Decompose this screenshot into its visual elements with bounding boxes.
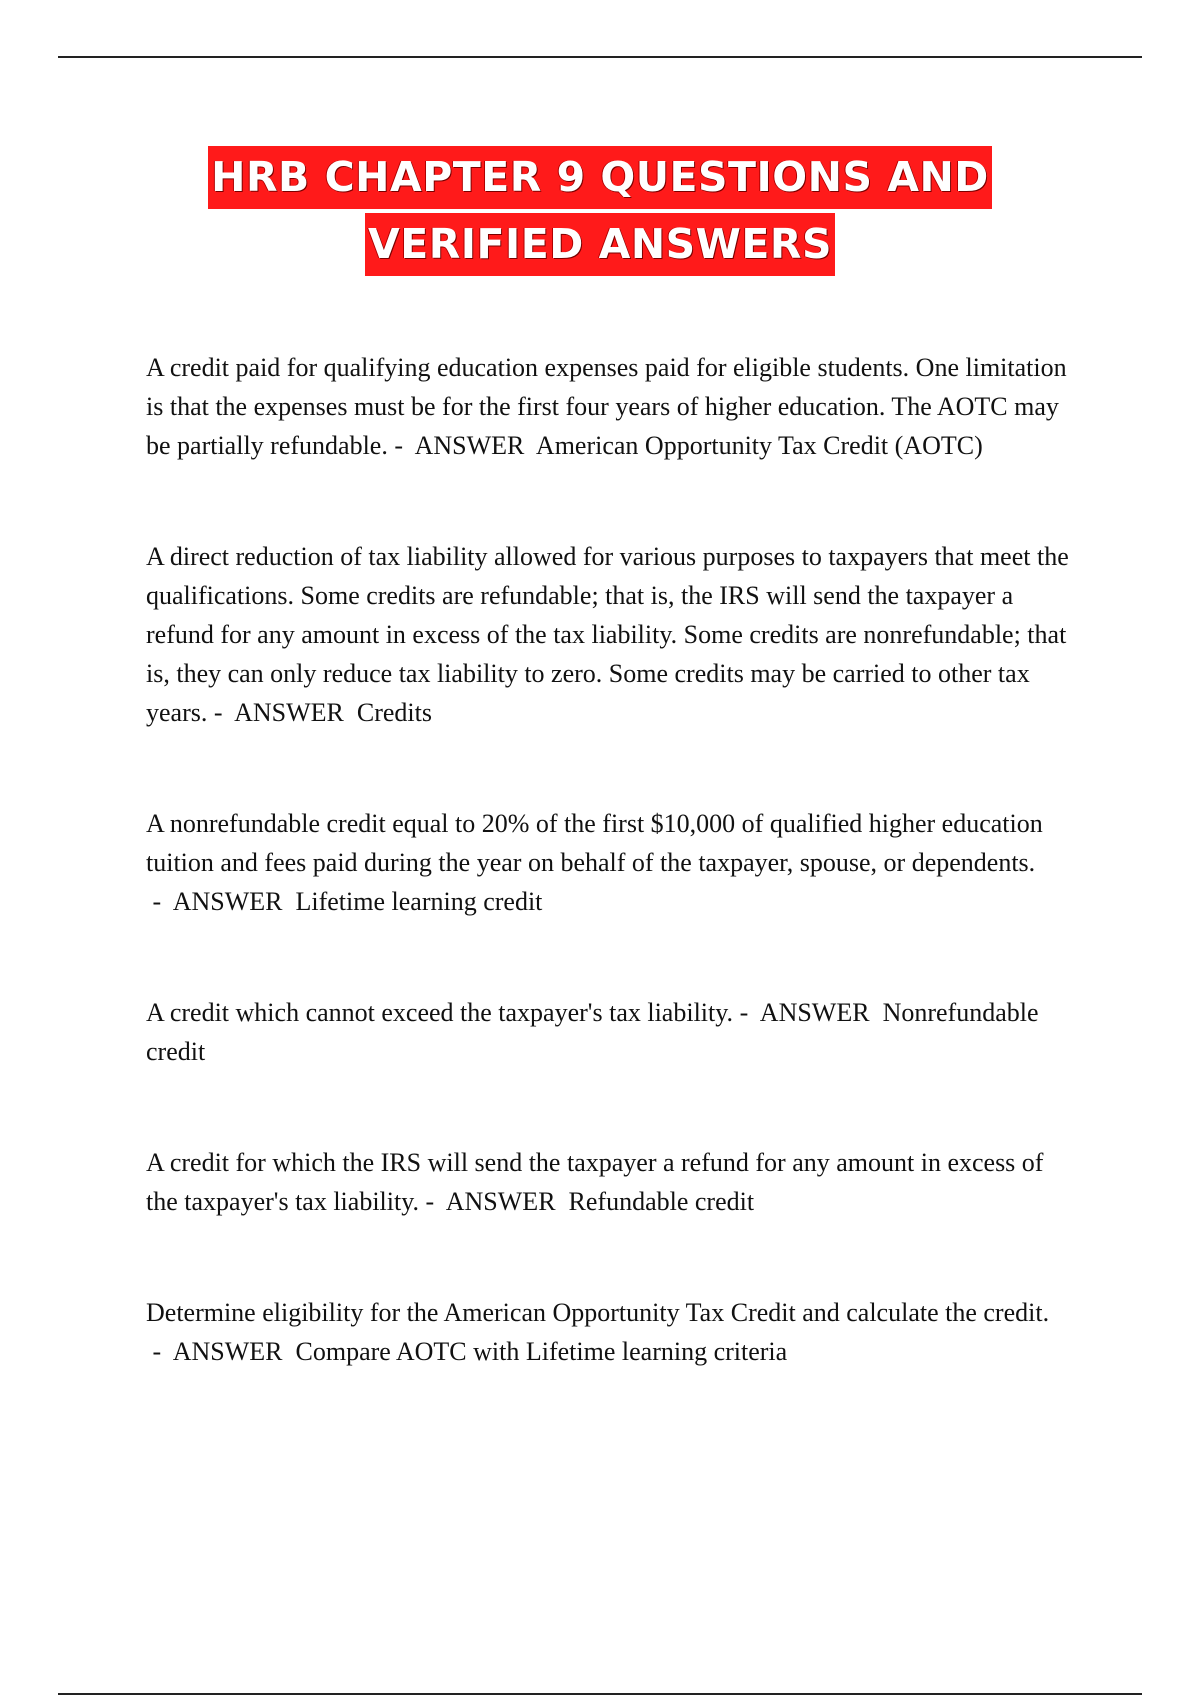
question-text: A credit paid for qualifying education expenses paid for eligible students. One limitation is that the expenses must be for the first four years of higher education. The AOTC may be partially refundable. bbox=[146, 353, 1067, 460]
answer-text: Refundable credit bbox=[568, 1187, 755, 1216]
answer-separator: - ANSWER bbox=[146, 1337, 296, 1366]
document-title bbox=[0, 146, 1200, 280]
answer-text: Credits bbox=[356, 698, 432, 727]
title-line-2: VERIFIED ANSWERS bbox=[365, 213, 835, 276]
answer-text: Lifetime learning credit bbox=[295, 887, 543, 916]
answer-text: American Opportunity Tax Credit (AOTC) bbox=[535, 431, 983, 460]
answer-text: Compare AOTC with Lifetime learning criteria bbox=[295, 1337, 788, 1366]
qa-item-2 bbox=[146, 537, 1076, 732]
answer-separator: - ANSWER bbox=[387, 431, 536, 460]
answer-separator: - ANSWER bbox=[419, 1187, 569, 1216]
qa-item-5 bbox=[146, 1143, 1076, 1221]
question-text: A direct reduction of tax liability allowed for various purposes to taxpayers that meet the qualifications. Some credits are refundable; that is, the IRS will send the taxpayer a refund for any amount in excess of the tax liability. Some credits are nonrefundable; that is, they can only reduce tax liability to zero. Some credits may be carried to other tax years. bbox=[146, 542, 1069, 727]
qa-item-1 bbox=[146, 348, 1076, 465]
question-text: A credit for which the IRS will send the taxpayer a refund for any amount in excess of the taxpayer's tax liability. bbox=[146, 1148, 1044, 1216]
question-text: Determine eligibility for the American Opportunity Tax Credit and calculate the credit. bbox=[146, 1298, 1050, 1327]
qa-item-4 bbox=[146, 993, 1076, 1071]
answer-separator: - ANSWER bbox=[207, 698, 357, 727]
title-line-1: HRB CHAPTER 9 QUESTIONS AND bbox=[208, 146, 992, 209]
answer-separator: - ANSWER bbox=[146, 887, 296, 916]
qa-list bbox=[146, 348, 1076, 1371]
qa-item-6 bbox=[146, 1293, 1076, 1371]
answer-text: Nonrefundable credit bbox=[146, 998, 1039, 1066]
question-text: A credit which cannot exceed the taxpayer's tax liability. bbox=[146, 998, 734, 1027]
answer-separator: - ANSWER bbox=[733, 998, 883, 1027]
top-rule bbox=[58, 56, 1142, 58]
question-text: A nonrefundable credit equal to 20% of the first $10,000 of qualified higher education tuition and fees paid during the year on behalf of the taxpayer, spouse, or dependents. bbox=[146, 809, 1043, 877]
bottom-rule bbox=[58, 1693, 1142, 1695]
qa-item-3 bbox=[146, 804, 1076, 921]
